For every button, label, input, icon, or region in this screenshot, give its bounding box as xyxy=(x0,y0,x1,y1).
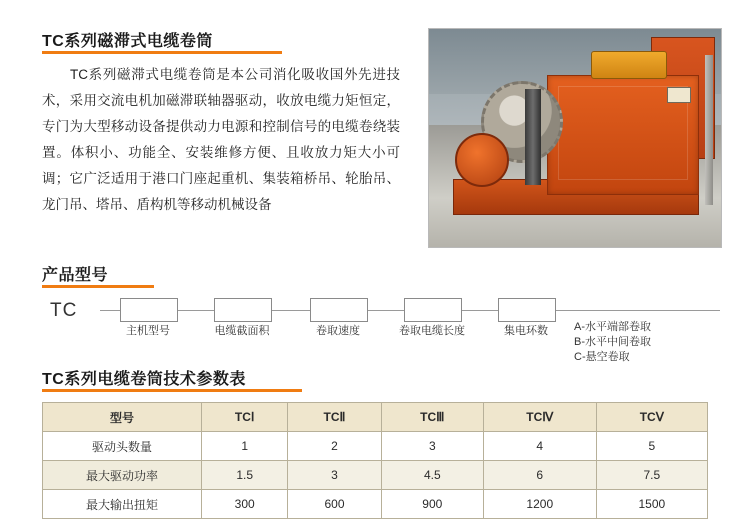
table-cell: 4 xyxy=(483,432,596,461)
table-cell: 7.5 xyxy=(596,461,707,490)
table-cell: 1500 xyxy=(596,490,707,519)
table-cell: 3 xyxy=(288,461,381,490)
table-header-cell-tc3: TCⅢ xyxy=(381,403,483,432)
model-caption-4: 卷取电缆长度 xyxy=(399,325,465,337)
table-row-label: 最大输出扭矩 xyxy=(43,490,202,519)
param-title-underline xyxy=(42,389,302,392)
table-header-row xyxy=(43,403,708,432)
model-box-3 xyxy=(310,298,368,322)
model-caption-3: 卷取速度 xyxy=(316,325,360,337)
model-suffix-line-2: B-水平中间卷取 xyxy=(574,336,651,348)
photo-control-panel xyxy=(667,87,691,103)
model-title-underline xyxy=(42,285,154,288)
model-suffix-line-3: C-悬空卷取 xyxy=(574,351,630,363)
table-header-cell-tc2: TCⅡ xyxy=(288,403,381,432)
table-cell: 3 xyxy=(381,432,483,461)
model-section-title xyxy=(42,262,108,288)
table-cell: 1.5 xyxy=(202,461,288,490)
photo-pole xyxy=(705,55,713,205)
table-row xyxy=(43,432,708,461)
photo-pipe xyxy=(525,89,541,185)
table-cell: 600 xyxy=(288,490,381,519)
table-header-cell-tc1: TCⅠ xyxy=(202,403,288,432)
product-photo xyxy=(428,28,722,248)
model-caption-5: 集电环数 xyxy=(504,325,548,337)
table-cell: 4.5 xyxy=(381,461,483,490)
table-cell: 6 xyxy=(483,461,596,490)
model-caption-2: 电缆截面积 xyxy=(214,325,270,337)
model-box-2 xyxy=(214,298,272,322)
table-row-label: 驱动头数量 xyxy=(43,432,202,461)
intro-section-title-text: TC系列磁滞式电缆卷筒 xyxy=(42,33,213,50)
table-cell: 1200 xyxy=(483,490,596,519)
intro-paragraph: TC系列磁滞式电缆卷筒是本公司消化吸收国外先进技术，采用交流电机加磁滞联轴器驱动，收放电缆力矩恒定，专门为大型移动设备提供动力电源和控制信号的电缆卷绕装置。体积小、功能全、安装维修方便、且收放力矩大小可调；它广泛适用于港口门座起重机、集装箱桥吊、轮胎吊、龙门吊、塔吊、盾构机等移动机械设备 xyxy=(42,67,400,212)
model-box-5 xyxy=(498,298,556,322)
model-box-1 xyxy=(120,298,178,322)
table-cell: 1 xyxy=(202,432,288,461)
model-suffix-line-1: A-水平端部卷取 xyxy=(574,321,651,333)
param-section-title-text: TC系列电缆卷筒技术参数表 xyxy=(42,371,246,388)
intro-title-underline xyxy=(42,51,282,54)
table-cell: 300 xyxy=(202,490,288,519)
table-header-cell-model: 型号 xyxy=(43,403,202,432)
table-cell: 2 xyxy=(288,432,381,461)
model-section-title-text: 产品型号 xyxy=(42,267,109,284)
intro-section-title xyxy=(42,28,213,54)
param-section-title xyxy=(42,366,246,392)
table-row xyxy=(43,461,708,490)
table-header-cell-tc5: TCⅤ xyxy=(596,403,707,432)
table-header-cell-tc4: TCⅣ xyxy=(483,403,596,432)
table-row-label: 最大驱动功率 xyxy=(43,461,202,490)
model-caption-1: 主机型号 xyxy=(126,325,170,337)
technical-parameters-table xyxy=(42,402,708,519)
photo-motor xyxy=(591,51,667,79)
model-box-4 xyxy=(404,298,462,322)
table-cell: 900 xyxy=(381,490,483,519)
model-prefix-label: TC xyxy=(50,300,78,321)
table-cell: 5 xyxy=(596,432,707,461)
table-row xyxy=(43,490,708,519)
photo-drum xyxy=(455,133,509,187)
